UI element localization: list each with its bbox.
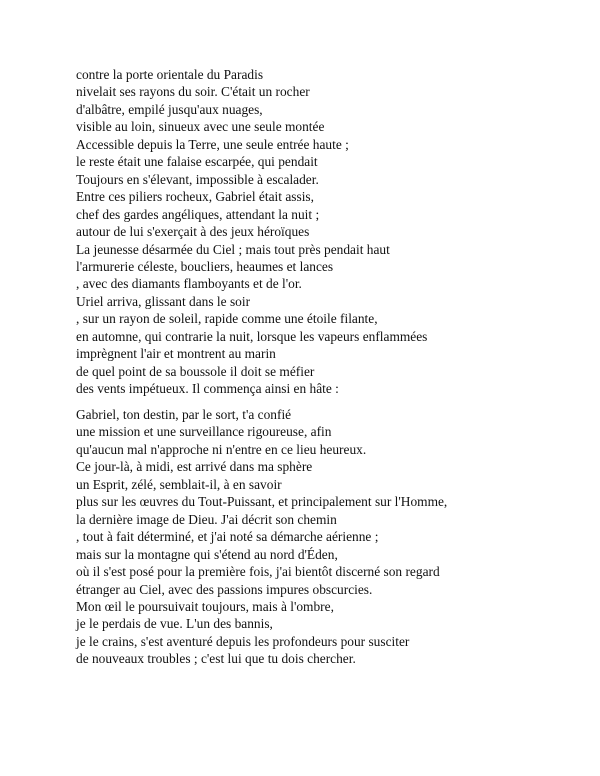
text-line: je le crains, s'est aventuré depuis les profondeurs pour susciter: [76, 633, 410, 649]
text-line: Uriel arriva, glissant dans le soir: [76, 293, 251, 309]
text-line: , tout à fait déterminé, et j'ai noté sa démarche aérienne ;: [76, 529, 379, 545]
text-line: le reste était une falaise escarpée, qui pendait: [76, 154, 318, 170]
text-line: Entre ces piliers rocheux, Gabriel était assis,: [76, 189, 314, 205]
text-line: l'armurerie céleste, boucliers, heaumes et lances: [76, 258, 334, 274]
text-line: de quel point de sa boussole il doit se méfier: [76, 363, 315, 379]
text-line: , avec des diamants flamboyants et de l'or.: [76, 276, 302, 292]
text-line: Mon œil le poursuivait toujours, mais à l'ombre,: [76, 598, 334, 614]
text-line: Accessible depuis la Terre, une seule entrée haute ;: [76, 136, 349, 152]
text-line: La jeunesse désarmée du Ciel ; mais tout près pendait haut: [76, 241, 390, 257]
text-line: de nouveaux troubles ; c'est lui que tu dois chercher.: [76, 651, 356, 667]
text-line: je le perdais de vue. L'un des bannis,: [76, 616, 273, 632]
text-line: nivelait ses rayons du soir. C'était un rocher: [76, 84, 310, 100]
text-line: , sur un rayon de soleil, rapide comme une étoile filante,: [76, 311, 378, 327]
text-line: qu'aucun mal n'approche ni n'entre en ce lieu heureux.: [76, 441, 367, 457]
text-line: où il s'est posé pour la première fois, j'ai bientôt discerné son regard: [76, 564, 440, 580]
text-line: un Esprit, zélé, semblait-il, à en savoir: [76, 476, 282, 492]
text-line: Ce jour-là, à midi, est arrivé dans ma sphère: [76, 459, 313, 475]
text-line: une mission et une surveillance rigoureuse, afin: [76, 424, 332, 440]
text-line: en automne, qui contrarie la nuit, lorsque les vapeurs enflammées: [76, 328, 428, 344]
text-line: Gabriel, ton destin, par le sort, t'a confié: [76, 407, 292, 422]
text-line: chef des gardes angéliques, attendant la nuit ;: [76, 206, 320, 222]
text-line: contre la porte orientale du Paradis: [76, 67, 264, 82]
text-line: des vents impétueux. Il commença ainsi en hâte :: [76, 381, 339, 397]
stanza-1: [76, 66, 586, 398]
text-line: étranger au Ciel, avec des passions impures obscurcies.: [76, 581, 373, 597]
text-line: autour de lui s'exerçait à des jeux héroïques: [76, 224, 310, 240]
stanza-2: [76, 406, 586, 668]
text-line: plus sur les œuvres du Tout-Puissant, et principalement sur l'Homme,: [76, 494, 448, 510]
text-line: Toujours en s'élevant, impossible à escalader.: [76, 171, 319, 187]
text-line: visible au loin, sinueux avec une seule montée: [76, 119, 325, 135]
text-line: d'albâtre, empilé jusqu'aux nuages,: [76, 101, 263, 117]
text-line: mais sur la montagne qui s'étend au nord d'Éden,: [76, 546, 338, 562]
text-line: la dernière image de Dieu. J'ai décrit son chemin: [76, 511, 337, 527]
text-line: imprègnent l'air et montrent au marin: [76, 346, 276, 362]
